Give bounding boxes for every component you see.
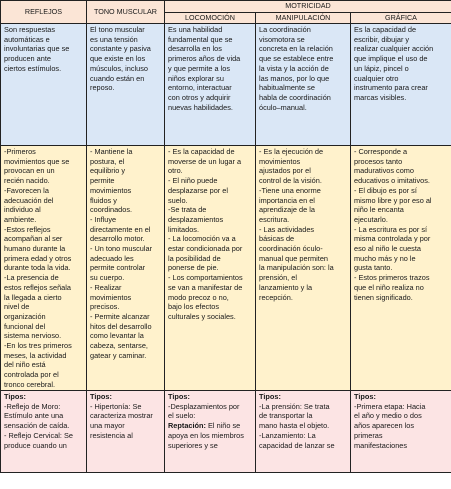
text-line: músculos, incluso xyxy=(90,63,148,73)
text-line: habitualmente se xyxy=(259,83,315,93)
text-line: desarrollo motor. xyxy=(90,234,145,244)
text-line: cuando están en xyxy=(90,73,145,83)
text-line: primeros años de vida xyxy=(168,54,241,64)
text-line: la vista y la acción de xyxy=(259,63,329,73)
text-line: niños explorar su xyxy=(168,73,224,83)
tipos-grafica xyxy=(351,391,451,473)
text-line: suelo. xyxy=(168,195,188,205)
text-line: hitos del desarrollo xyxy=(90,321,152,331)
text-line: fundamental que se xyxy=(168,34,233,44)
text-line: meses, la actividad xyxy=(4,350,67,360)
text-line: - Influye xyxy=(90,214,117,224)
header-grafica: GRÁFICA xyxy=(351,12,451,24)
text-line: del niño está xyxy=(4,360,46,370)
text-line: las manos, por lo que xyxy=(259,73,330,83)
text-line: -Tiene una enorme xyxy=(259,185,321,195)
tipos-title: Tipos: xyxy=(259,392,281,401)
text-line: entorno, interactuar xyxy=(168,83,232,93)
text-line: ponerse de pie. xyxy=(168,263,219,273)
text-line: bajo los efectos xyxy=(168,302,220,312)
text-line: la llegada a cierto xyxy=(4,292,62,302)
text-line: primeras xyxy=(354,430,383,440)
text-line: - El niño puede xyxy=(168,176,218,186)
text-line: capacidad de lanzar se xyxy=(259,440,335,450)
text-line: marcas visibles. xyxy=(354,92,407,102)
text-line: - La locomoción va a xyxy=(168,234,236,244)
text-line: manual que permiten xyxy=(259,253,328,263)
text-line: gusta tanto. xyxy=(354,263,393,273)
definition-tono-muscular xyxy=(87,24,165,146)
text-line: que se establece entre xyxy=(259,54,334,64)
text-line: individuo al xyxy=(4,205,41,215)
text-line: movimientos xyxy=(90,185,132,195)
text-line: resistencia al xyxy=(90,430,133,440)
text-line: - Las actividades xyxy=(259,224,315,234)
text-line: escritura. xyxy=(259,214,290,224)
details-manipulacion xyxy=(256,146,351,391)
text-line: es una tensión xyxy=(90,34,138,44)
text-line: -La presencia de xyxy=(4,273,59,283)
text-line: Es una habilidad xyxy=(168,25,223,34)
text-line: -Primera etapa: Hacia xyxy=(354,401,426,411)
text-line: ciertos estímulos. xyxy=(4,63,62,73)
details-grafica xyxy=(351,146,451,391)
text-line: nuevas habilidades. xyxy=(168,102,233,112)
text-line: -En los tres primeros xyxy=(4,341,72,351)
text-line: reposo. xyxy=(90,83,115,93)
tipos-reflejos xyxy=(1,391,87,473)
text-line: el año y medio o dos xyxy=(354,411,422,421)
definition-reflejos xyxy=(1,24,87,146)
text-line: prensión, el xyxy=(259,273,297,283)
text-line: que existe en los xyxy=(90,54,146,64)
text-line: el suelo: xyxy=(168,411,196,421)
text-line: básicas de xyxy=(259,234,295,244)
text-line: mano hasta el objeto. xyxy=(259,421,330,431)
text-line: instrumento para crear xyxy=(354,83,428,93)
text-line: adecuación del xyxy=(4,195,54,205)
text-line: madurativos como xyxy=(354,166,414,176)
details-tono-muscular xyxy=(87,146,165,391)
text-line: constante y pasiva xyxy=(90,44,151,54)
reptacion-text: El niño se xyxy=(205,421,241,431)
text-line: importancia en el xyxy=(259,195,315,205)
text-line: adecuado les xyxy=(90,253,134,263)
text-line: concreta en la relación xyxy=(259,44,333,54)
text-line: misma controlada y por xyxy=(354,234,431,244)
text-line: - Permite alcanzar xyxy=(90,311,150,321)
text-line: ambiente. xyxy=(4,214,37,224)
text-line: cabeza, sentarse, xyxy=(90,341,148,351)
text-line: El tono muscular xyxy=(90,25,145,34)
text-line: desarrolla en los xyxy=(168,44,222,54)
text-line: - El dibujo es por sí xyxy=(354,185,417,195)
text-line: estar condicionada por xyxy=(168,244,243,254)
text-line: - Un tono muscular xyxy=(90,244,153,254)
text-line: y que permite a los xyxy=(168,63,231,73)
text-line: como levantar la xyxy=(90,331,144,341)
tipos-tono-muscular xyxy=(87,391,165,473)
header-tono-muscular: TONO MUSCULAR xyxy=(87,1,165,24)
text-line: fluidos y xyxy=(90,195,117,205)
definition-grafica xyxy=(351,24,451,146)
text-line: que implique el uso de xyxy=(354,54,428,64)
text-line: con otros y adquirir xyxy=(168,92,231,102)
text-line: escribir, dibujar y xyxy=(354,34,410,44)
text-line: tronco cerebral. xyxy=(4,379,56,389)
text-line: producen ante xyxy=(4,54,51,64)
text-line: movimientos xyxy=(259,156,301,166)
text-line: desplazarse por el xyxy=(168,185,229,195)
text-line: produce cuando un xyxy=(4,440,67,450)
text-line: permite controlar xyxy=(90,263,146,273)
text-line: Estímulo ante una xyxy=(4,411,64,421)
text-line: -Favorecen la xyxy=(4,185,49,195)
tipos-title: Tipos: xyxy=(4,392,26,401)
text-line: automáticas e xyxy=(4,34,50,44)
text-line: se van a manifestar de xyxy=(168,282,243,292)
text-line: moverse de un lugar a xyxy=(168,156,242,166)
text-line: provocan en un xyxy=(4,166,55,176)
text-line: acompañan al ser xyxy=(4,234,63,244)
text-line: procesos tanto xyxy=(354,156,403,166)
text-line: - Es la ejecución de xyxy=(259,147,324,156)
text-line: la posibilidad de xyxy=(168,253,221,263)
text-line: modo precoz o no, xyxy=(168,292,229,302)
text-line: - La escritura es por sí xyxy=(354,224,428,234)
header-locomocion: LOCOMOCIÓN xyxy=(165,12,256,24)
text-line: -Lanzamiento: La xyxy=(259,430,316,440)
text-line: aprendizaje de la xyxy=(259,205,315,215)
text-line: - Corresponde a xyxy=(354,147,408,156)
header-manipulacion: MANIPULACIÓN xyxy=(256,12,351,24)
tipos-locomocion xyxy=(165,391,256,473)
text-line: de transportar la xyxy=(259,411,313,421)
text-line: -Desplazamientos por xyxy=(168,401,240,411)
text-line: - Es la capacidad de xyxy=(168,147,235,156)
text-line: habla de coordinación xyxy=(259,92,331,102)
text-line: niño le encanta xyxy=(354,205,404,215)
reptacion-label: Reptación: xyxy=(168,421,206,431)
text-line: la manipulación son: la xyxy=(259,263,334,273)
text-line: óculo–manual. xyxy=(259,102,307,112)
text-line: movimientos que se xyxy=(4,156,70,166)
text-line: -La prensión: Se trata xyxy=(259,401,330,411)
text-line: tienen significado. xyxy=(354,292,413,302)
header-motricidad: MOTRICIDAD xyxy=(165,1,451,13)
reptacion-text: apoya en los miembros xyxy=(168,430,244,440)
text-line: involuntarias que se xyxy=(4,44,70,54)
text-line: realizar cualquier acción xyxy=(354,44,434,54)
text-line: recién nacido. xyxy=(4,176,50,186)
text-line: precisos. xyxy=(90,302,120,312)
text-line: limitados. xyxy=(168,224,200,234)
text-line: coordinados. xyxy=(90,205,133,215)
text-line: - Mantiene la xyxy=(90,147,133,156)
text-line: control de la visión. xyxy=(259,176,322,186)
text-line: organización xyxy=(4,311,46,321)
text-line: - Hipertonía: Se xyxy=(90,401,142,411)
text-line: visomotora se xyxy=(259,34,305,44)
text-line: La coordinación xyxy=(259,25,311,34)
details-reflejos xyxy=(1,146,87,391)
text-line: funcional del xyxy=(4,321,46,331)
text-line: mucho más y no le xyxy=(354,253,416,263)
reptacion-text: superiores y se xyxy=(168,440,218,450)
definition-manipulacion xyxy=(256,24,351,146)
text-line: movimientos xyxy=(90,292,132,302)
text-line: recepción. xyxy=(259,292,293,302)
text-line: nivel de xyxy=(4,302,30,312)
text-line: ejecutarlo. xyxy=(354,214,388,224)
text-line: lanzamiento y la xyxy=(259,282,313,292)
text-line: permite xyxy=(90,176,115,186)
text-line: durante toda la vida. xyxy=(4,263,71,273)
text-line: ajustados por el xyxy=(259,166,311,176)
text-line: Es la capacidad de xyxy=(354,25,417,34)
tipos-title: Tipos: xyxy=(168,392,190,401)
text-line: una mayor xyxy=(90,421,125,431)
text-line: culturales y sociales. xyxy=(168,311,236,321)
text-line: - Reflejo Cervical: Se xyxy=(4,430,73,440)
text-line: -Estos reflejos xyxy=(4,224,51,234)
text-line: eso al niño le cuesta xyxy=(354,244,421,254)
text-line: coordinación óculo- xyxy=(259,244,323,254)
definition-locomocion xyxy=(165,24,256,146)
text-line: caracteriza mostrar xyxy=(90,411,153,421)
text-line: equilibrio y xyxy=(90,166,126,176)
text-line: desplazamientos xyxy=(168,214,224,224)
text-line: directamente en el xyxy=(90,224,151,234)
text-line: sensación de caída. xyxy=(4,421,70,431)
text-line: Son respuestas xyxy=(4,25,56,34)
tipos-title: Tipos: xyxy=(90,392,112,401)
text-line: manifestaciones xyxy=(354,440,408,450)
text-line: -Reflejo de Moro: xyxy=(4,401,61,411)
tipos-manipulacion xyxy=(256,391,351,473)
text-line: otro. xyxy=(168,166,183,176)
text-line: que el niño realiza no xyxy=(354,282,424,292)
text-line: humano durante la xyxy=(4,244,66,254)
header-reflejos: REFLEJOS xyxy=(1,1,87,24)
text-line: estos reflejos señala xyxy=(4,282,71,292)
text-line: - Realizar xyxy=(90,282,122,292)
text-line: postura, el xyxy=(90,156,125,166)
tipos-title: Tipos: xyxy=(354,392,376,401)
text-line: gatear y caminar. xyxy=(90,350,147,360)
text-line: -Primeros xyxy=(4,147,36,156)
text-line: sistema nervioso. xyxy=(4,331,62,341)
text-line: un lápiz, pincel o xyxy=(354,63,409,73)
text-line: educativos o imitativos. xyxy=(354,176,430,186)
text-line: controlada por el xyxy=(4,370,59,380)
details-locomocion xyxy=(165,146,256,391)
text-line: -Se trata de xyxy=(168,205,207,215)
text-line: años aparecen los xyxy=(354,421,415,431)
text-line: - Los comportamientos xyxy=(168,273,243,283)
text-line: cualquier otro xyxy=(354,73,399,83)
text-line: mismo libre y por eso al xyxy=(354,195,432,205)
text-line: - Estos primeros trazos xyxy=(354,273,430,283)
text-line: su cuerpo. xyxy=(90,273,125,283)
text-line: primera edad y otros xyxy=(4,253,72,263)
